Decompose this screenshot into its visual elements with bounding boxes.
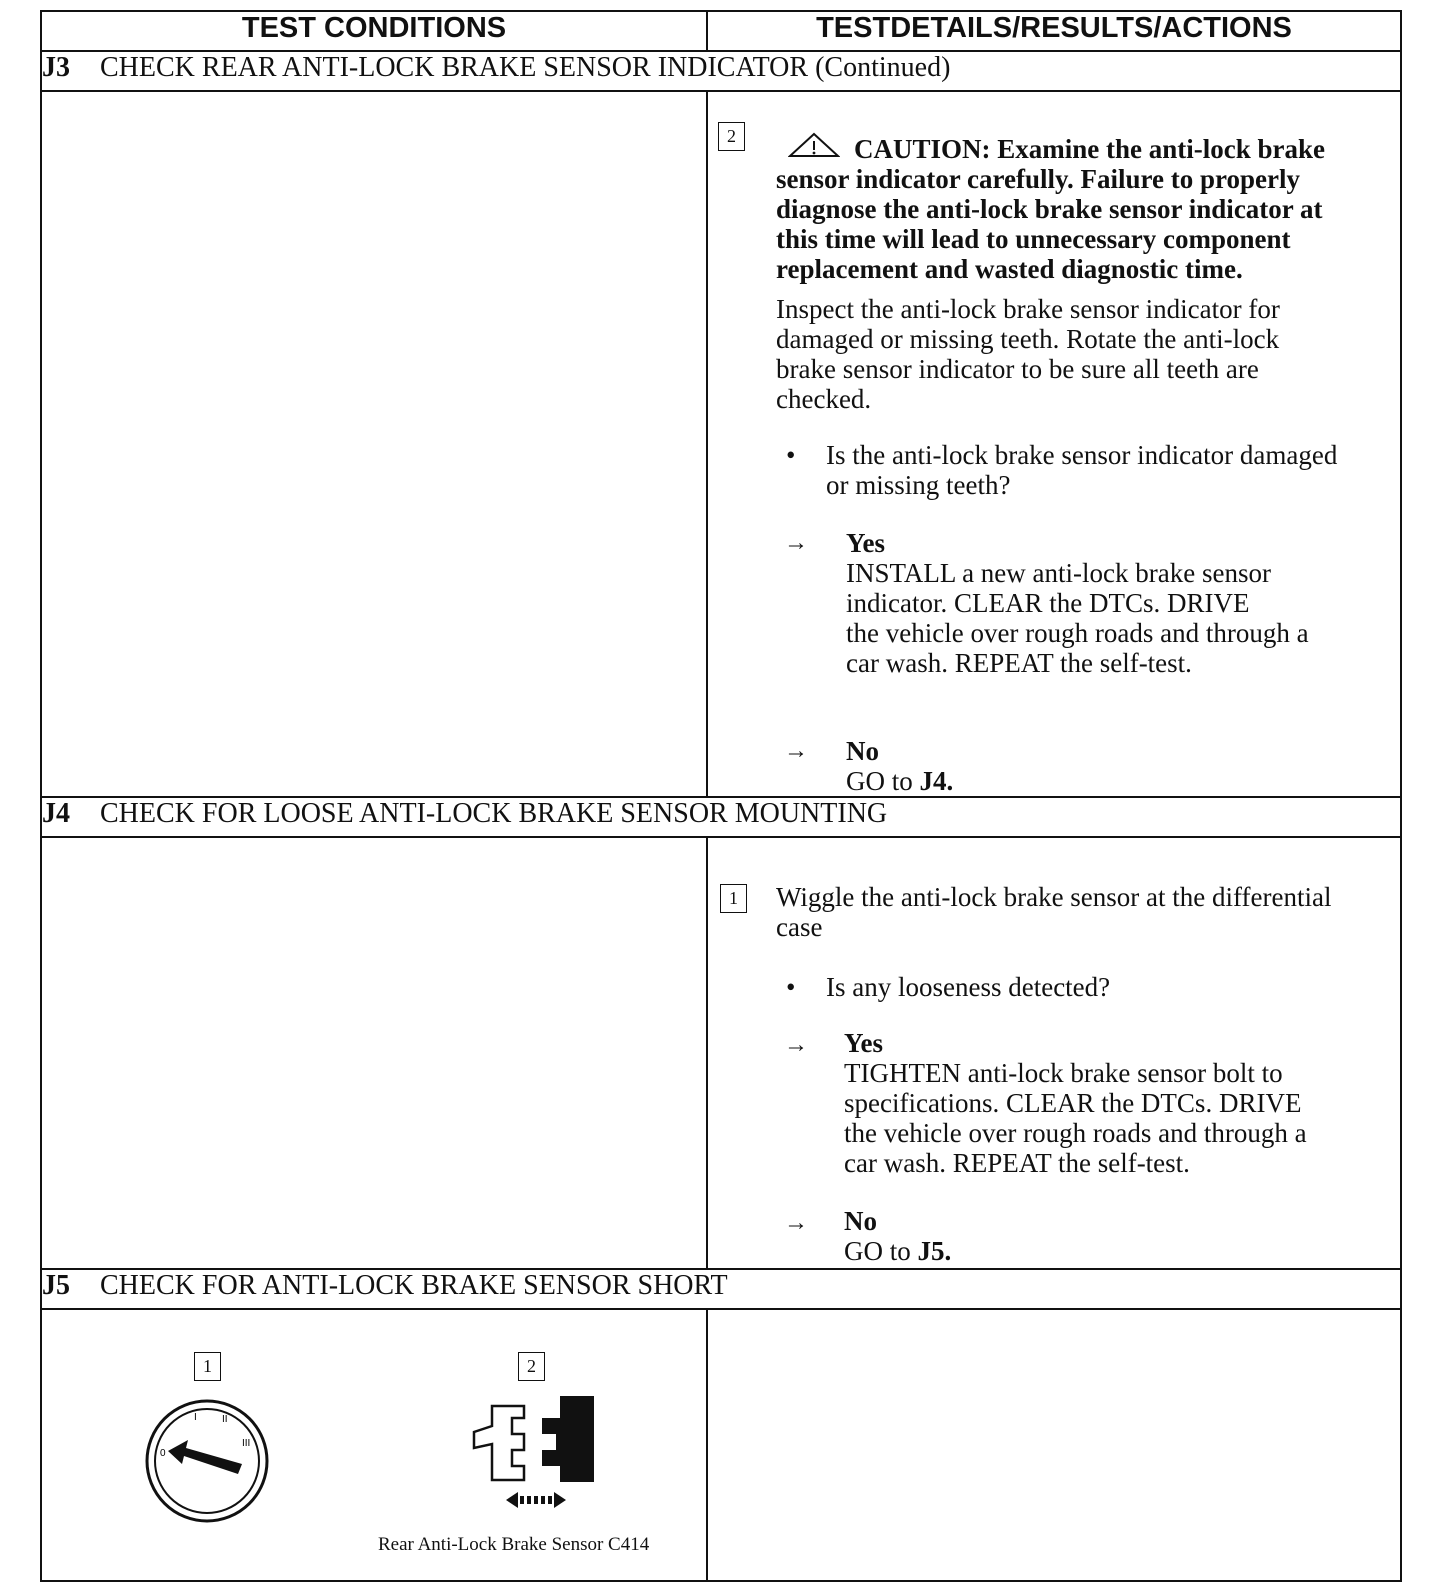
caution-line: this time will lead to unnecessary component [776, 224, 1291, 254]
j4-conditions-cell [41, 837, 707, 1269]
j4-yes-block [844, 1028, 1389, 1178]
j5-title-cell [41, 1269, 1401, 1309]
j5-step1-number: 1 [194, 1352, 221, 1381]
j3-title-cell [41, 51, 1401, 91]
caution-line: CAUTION: Examine the anti-lock brake [854, 134, 1325, 164]
j4-question: Is any looseness detected? [826, 972, 1111, 1002]
j5-details-cell [707, 1309, 1401, 1581]
j5-conditions-cell [41, 1309, 707, 1581]
connector-disconnect-icon [462, 1396, 602, 1516]
j4-details-cell [707, 837, 1401, 1269]
j5-step2-number: 2 [518, 1352, 545, 1381]
dial-mark-3: III [242, 1438, 251, 1449]
j4-no-target: J5. [917, 1236, 952, 1266]
yes-line: the vehicle over rough roads and through a [846, 618, 1309, 648]
j5-content-row [41, 1309, 1401, 1581]
j3-step-number: 2 [718, 122, 745, 151]
caution-line: replacement and wasted diagnostic time. [776, 254, 1243, 284]
yes-line: TIGHTEN anti-lock brake sensor bolt to [844, 1058, 1283, 1088]
caution-line: sensor indicator carefully. Failure to properly [776, 164, 1300, 194]
yes-line: the vehicle over rough roads and through a [844, 1118, 1307, 1148]
j3-yes-block [846, 528, 1391, 678]
j4-yes-label: Yes [844, 1028, 883, 1058]
test-conditions-header: TEST CONDITIONS [41, 11, 707, 51]
yes-line: INSTALL a new anti-lock brake sensor [846, 558, 1271, 588]
j3-caution-text [776, 134, 1391, 284]
j4-bullet: • [786, 972, 796, 1002]
j5-title-row [41, 1269, 1401, 1309]
header-row [41, 11, 1401, 51]
j4-no-block [844, 1206, 1389, 1266]
j3-inspect-text [776, 294, 1391, 414]
caution-line: diagnose the anti-lock brake sensor indicator at [776, 194, 1323, 224]
j3-no-arrow-icon: → [784, 738, 808, 764]
question-line: or missing teeth? [826, 470, 1011, 500]
dial-mark-2: II [222, 1414, 228, 1425]
dial-mark-0: 0 [160, 1448, 166, 1459]
j3-yes-label: Yes [846, 528, 885, 558]
ignition-key-icon [142, 1396, 272, 1526]
j4-yes-arrow-icon: → [784, 1032, 808, 1058]
j4-step-title: CHECK FOR LOOSE ANTI-LOCK BRAKE SENSOR MOUNTING [100, 798, 888, 829]
yes-line: car wash. REPEAT the self-test. [844, 1148, 1190, 1178]
j3-no-go: GO to [846, 766, 913, 796]
j4-step-id: J4 [42, 798, 70, 829]
j3-no-label: No [846, 736, 879, 766]
step-line: case [776, 912, 823, 942]
question-line: Is the anti-lock brake sensor indicator damaged [826, 440, 1338, 470]
j3-conditions-cell [41, 91, 707, 797]
j4-no-label: No [844, 1206, 877, 1236]
j3-step-id: J3 [42, 52, 70, 83]
j3-step-title: CHECK REAR ANTI-LOCK BRAKE SENSOR INDICATOR (Continued) [100, 52, 951, 83]
dial-mark-1: I [194, 1412, 197, 1423]
test-details-header: TESTDETAILS/RESULTS/ACTIONS [707, 11, 1401, 51]
j4-no-arrow-icon: → [784, 1210, 808, 1236]
j3-bullet: • [786, 440, 796, 470]
connector-caption: Rear Anti-Lock Brake Sensor C414 [378, 1534, 650, 1555]
j3-no-target: J4. [919, 766, 954, 796]
j4-title-row [41, 797, 1401, 837]
inspect-line: brake sensor indicator to be sure all teeth are [776, 354, 1259, 384]
j4-no-go: GO to [844, 1236, 911, 1266]
j3-yes-arrow-icon: → [784, 530, 808, 556]
step-line: Wiggle the anti-lock brake sensor at the differential [776, 882, 1332, 912]
j3-question [826, 440, 1396, 500]
j4-title-cell [41, 797, 1401, 837]
j3-title-row [41, 51, 1401, 91]
yes-line: indicator. CLEAR the DTCs. DRIVE [846, 588, 1250, 618]
j3-no-block [846, 736, 1391, 796]
j3-details-cell [707, 91, 1401, 797]
j4-content-row [41, 837, 1401, 1269]
j5-step-title: CHECK FOR ANTI-LOCK BRAKE SENSOR SHORT [100, 1270, 728, 1301]
j3-content-row [41, 91, 1401, 797]
inspect-line: Inspect the anti-lock brake sensor indicator for [776, 294, 1280, 324]
inspect-line: checked. [776, 384, 872, 414]
yes-line: specifications. CLEAR the DTCs. DRIVE [844, 1088, 1302, 1118]
j5-step-id: J5 [42, 1270, 70, 1301]
yes-line: car wash. REPEAT the self-test. [846, 648, 1192, 678]
j4-step-number: 1 [720, 884, 747, 913]
inspect-line: damaged or missing teeth. Rotate the anti-lock [776, 324, 1280, 354]
j4-step-text [776, 882, 1396, 942]
diagnostic-table [40, 10, 1402, 1582]
procedure-frame [40, 10, 1400, 1582]
